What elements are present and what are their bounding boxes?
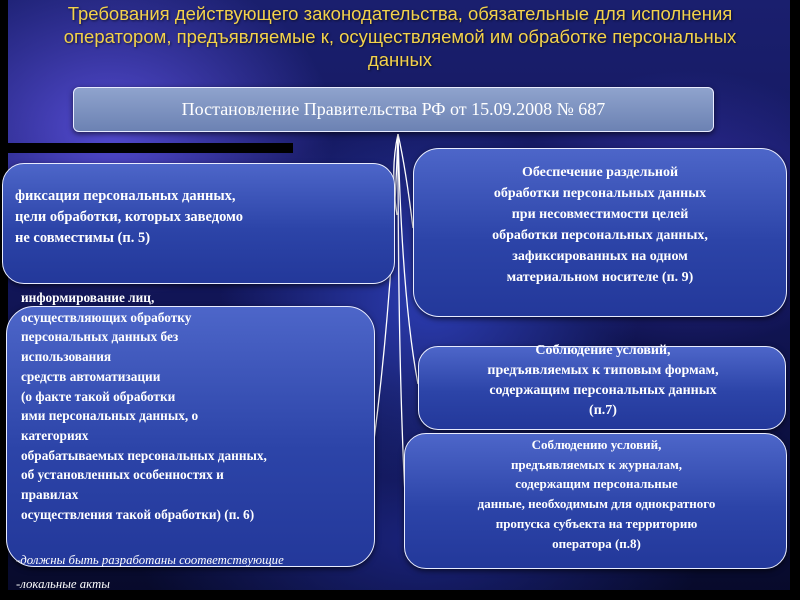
footnote-local-acts-2: -локальные акты [16,577,110,591]
connector-to-journal [398,134,405,495]
typical-forms-text: Соблюдение условий, предъявляемых к типовым формам, содержащим персональных данных (п.7) [487,343,719,418]
separate-processing-box: Обеспечение раздельной обработки персональных данных при несовместимости целей обработки персональных данных, зафиксированных на одном материальном носителе (п. 9) [413,148,787,317]
bottom-frame-bar [0,590,800,600]
typical-forms-box [418,343,786,430]
divider-bar [8,143,293,153]
journals-text: Соблюдению условий, предъявляемых к журналам, содержащим персональные данные, необходимым для однократного пропуска субъекта на территорию оператора (п.8) [477,437,716,551]
journals-box [404,433,787,569]
fixation-box: фиксация персональных данных, цели обработки, которых заведомо не совместимы (п. 5) [2,163,395,284]
footnote-local-acts-1: -должны быть разработаны соответствующие [16,553,284,567]
right-frame-bar [790,0,800,600]
slide-title: Требования действующего законодательства, обязательные для исполнения оператором, предъявляемые к, осуществляемой им обработке персональных данных [63,3,737,70]
connector-to-separate [398,134,413,228]
informing-text: информирование лиц, осуществляющих обработку персональных данных без использования средств автоматизации (о факте такой обработки ими персональных данных, о категориях обрабатываемых персональных данных, об установленных особенностях и правилах осуществления такой обработки) (п. 6) [21,290,267,522]
resolution-header-box: Постановление Правительства РФ от 15.09.2008 № 687 [73,87,714,132]
